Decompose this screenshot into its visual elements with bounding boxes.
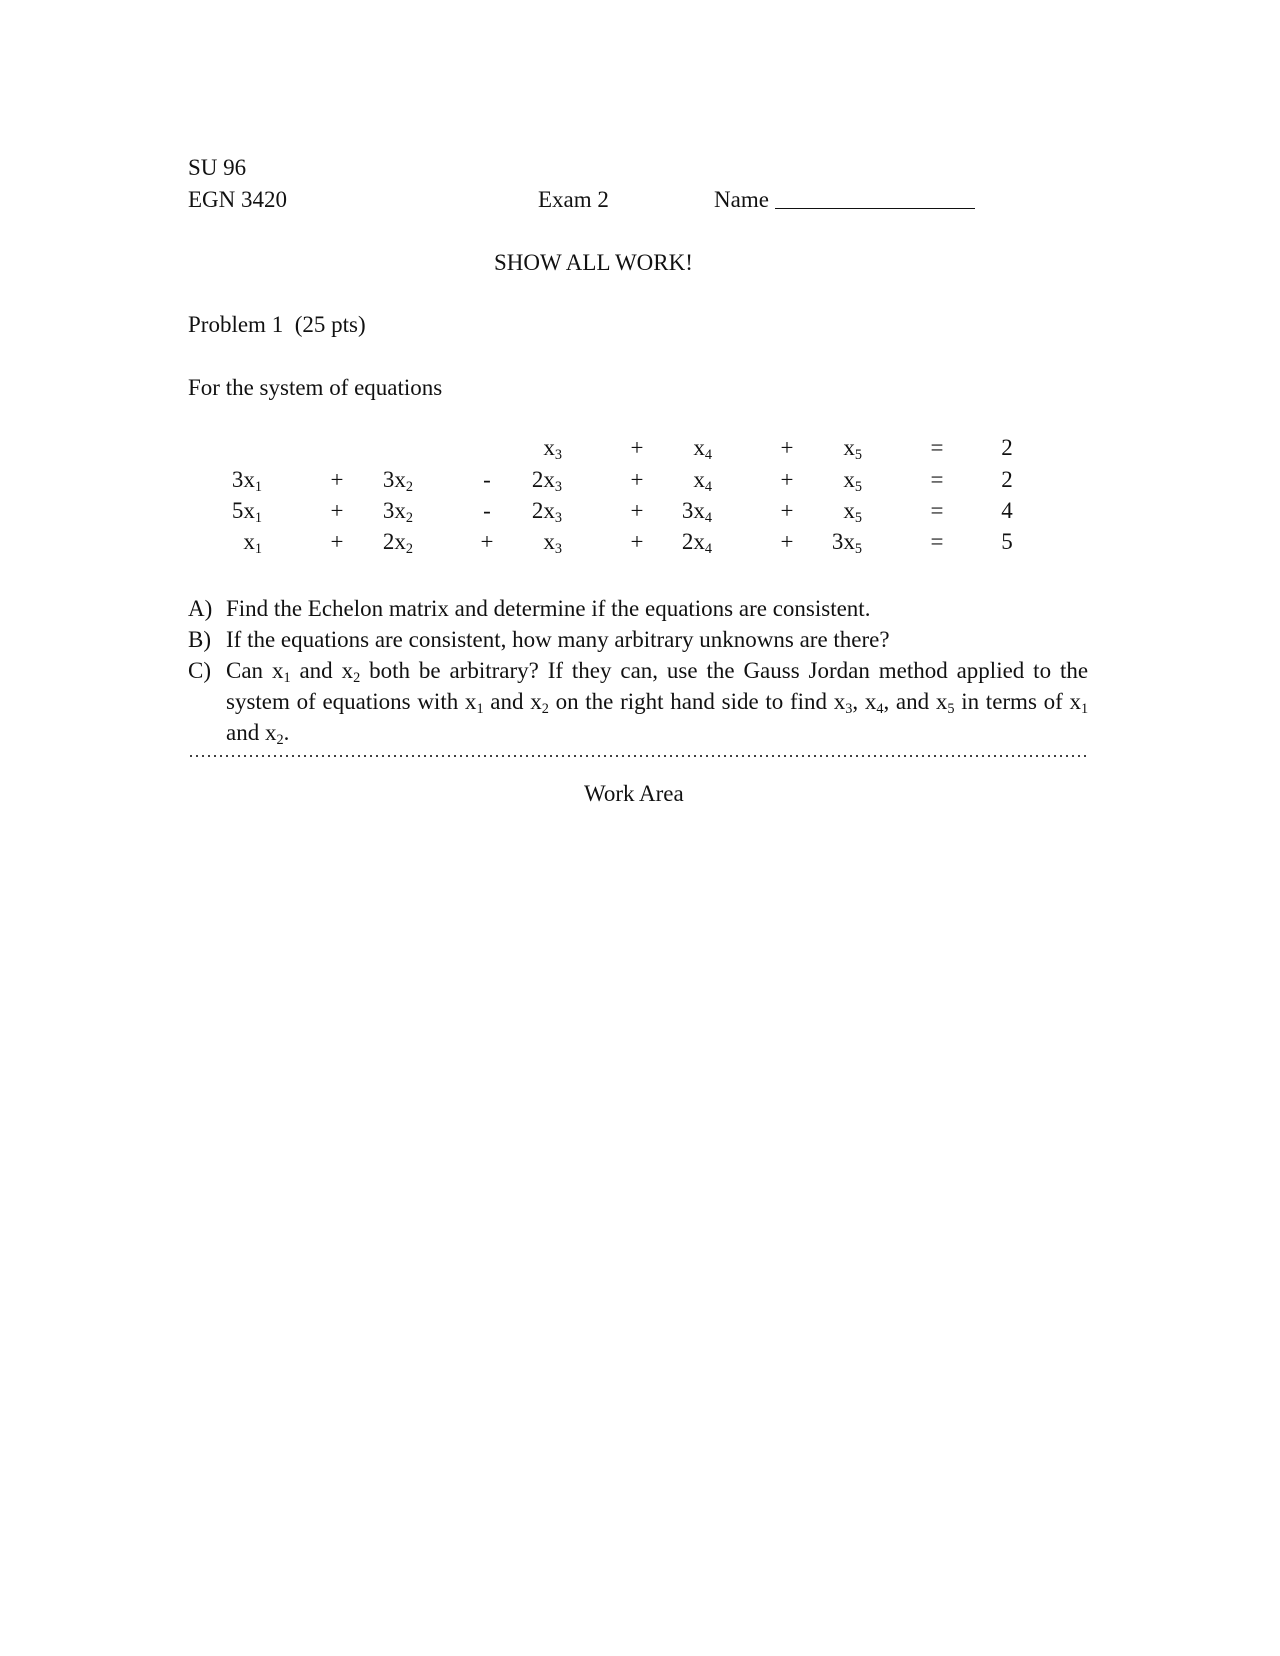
equation-r2-c5: $2x_3$ (531, 467, 562, 495)
equation-r4-c3: $2x_2$ (382, 529, 413, 557)
equation-r4-c9: $3x_5$ (831, 529, 862, 557)
equation-r1-c10: = (930, 435, 944, 460)
equation-r3-c10: = (930, 498, 944, 523)
equation-r2-c7: $x_4$ (693, 467, 712, 495)
equation-r3-c1: $5x_1$ (231, 498, 262, 526)
work-area-label: Work Area (584, 781, 684, 806)
equation-r3-c4: - (483, 498, 491, 523)
equation-r2-c3: $3x_2$ (382, 467, 413, 495)
equation-r4-c8: + (780, 529, 794, 554)
equation-r4-c1: $x_1$ (243, 529, 262, 557)
equation-r2-c1: $3x_1$ (231, 467, 262, 495)
question-c-letter: C) (188, 658, 211, 683)
equation-r3-c3: $3x_2$ (382, 498, 413, 526)
term-label: SU 96 (188, 155, 247, 180)
question-a-text: Find the Echelon matrix and determine if the equations are consistent. (226, 596, 871, 621)
equation-r1-c7: $x_4$ (693, 435, 712, 463)
dotted-separator (188, 754, 1090, 758)
equation-r2-c4: - (483, 467, 491, 492)
equation-r1-c5: $x_3$ (543, 435, 562, 463)
question-c (188, 655, 1088, 748)
equation-r2-c6: + (630, 467, 644, 492)
equation-r3-c5: $2x_3$ (531, 498, 562, 526)
question-b-text: If the equations are consistent, how many arbitrary unknowns are there? (226, 627, 890, 652)
equation-r1-c6: + (630, 435, 644, 460)
equation-r2-c9: $x_5$ (843, 467, 862, 495)
equation-r1-c8: + (780, 435, 794, 460)
equation-r2-c2: + (330, 467, 344, 492)
equation-r3-c2: + (330, 498, 344, 523)
name-label: Name (714, 187, 769, 212)
equation-r3-c11: 4 (1001, 498, 1013, 523)
question-b-letter: B) (188, 627, 211, 652)
equation-r1-c9: $x_5$ (843, 435, 862, 463)
equation-r4-c7: $2x_4$ (681, 529, 712, 557)
equation-r2-c8: + (780, 467, 794, 492)
problem-title: Problem 1 (25 pts) (188, 312, 366, 337)
equation-r3-c7: $3x_4$ (681, 498, 712, 526)
equation-r4-c4: + (480, 529, 494, 554)
equation-r4-c10: = (930, 529, 944, 554)
equation-r4-c6: + (630, 529, 644, 554)
question-a-letter: A) (188, 596, 213, 621)
equation-r4-c2: + (330, 529, 344, 554)
equation-r3-c9: $x_5$ (843, 498, 862, 526)
equation-r4-c11: 5 (1001, 529, 1013, 554)
equation-r2-c10: = (930, 467, 944, 492)
equation-r1-c11: 2 (1001, 435, 1013, 460)
question-c-text: Can $x_1$ and $x_2$ both be arbitrary? If they can, use the Gauss Jordan method applied to the system of equations with $x_1$ and $x_2$ on the right hand side to find $x_3$, $x_4$, and $x_5$ in terms of $x_1$ and $x_2$. (226, 658, 1089, 748)
problem-intro: For the system of equations (188, 375, 443, 400)
question-a (188, 593, 1088, 624)
equation-r3-c6: + (630, 498, 644, 523)
equation-system (0, 0, 1280, 560)
equation-r2-c11: 2 (1001, 467, 1013, 492)
question-b (188, 624, 1088, 655)
exam-label: Exam 2 (538, 187, 609, 212)
instruction-heading: SHOW ALL WORK! (494, 250, 693, 275)
equation-r4-c5: $x_3$ (543, 529, 562, 557)
equation-r3-c8: + (780, 498, 794, 523)
course-label: EGN 3420 (188, 187, 288, 212)
